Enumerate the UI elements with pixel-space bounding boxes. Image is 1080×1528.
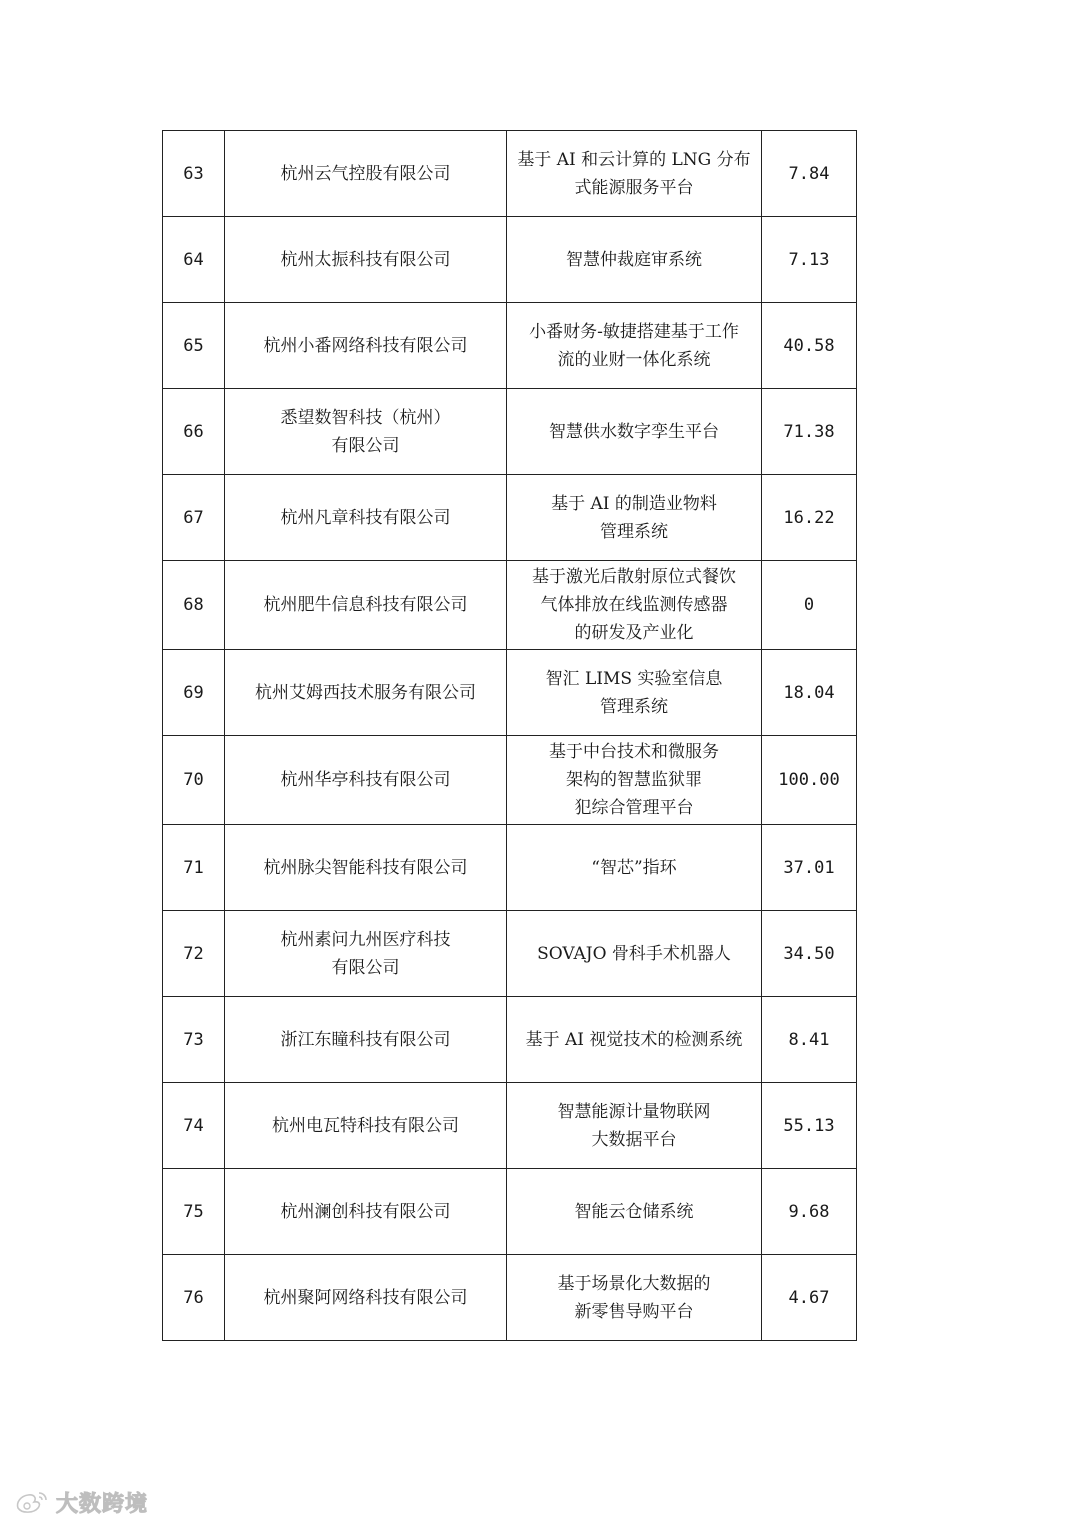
company-name: 悉望数智科技（杭州） 有限公司 — [225, 389, 507, 475]
project-name: 基于中台技术和微服务 架构的智慧监狱罪 犯综合管理平台 — [507, 736, 762, 825]
project-name: 基于场景化大数据的 新零售导购平台 — [507, 1255, 762, 1341]
company-name: 杭州云气控股有限公司 — [225, 131, 507, 217]
company-name: 杭州肥牛信息科技有限公司 — [225, 561, 507, 650]
table-row — [163, 131, 857, 217]
company-name: 杭州太振科技有限公司 — [225, 217, 507, 303]
table-row — [163, 1169, 857, 1255]
row-number: 76 — [163, 1255, 225, 1341]
table-row — [163, 1083, 857, 1169]
amount-value: 16.22 — [762, 475, 857, 561]
project-name: 智慧仲裁庭审系统 — [507, 217, 762, 303]
amount-value: 9.68 — [762, 1169, 857, 1255]
amount-value: 7.13 — [762, 217, 857, 303]
amount-value: 71.38 — [762, 389, 857, 475]
watermark — [12, 1487, 148, 1517]
company-name: 杭州脉尖智能科技有限公司 — [225, 825, 507, 911]
amount-value: 34.50 — [762, 911, 857, 997]
project-name: 基于 AI 视觉技术的检测系统 — [507, 997, 762, 1083]
amount-value: 37.01 — [762, 825, 857, 911]
table-row — [163, 389, 857, 475]
row-number: 71 — [163, 825, 225, 911]
amount-value: 7.84 — [762, 131, 857, 217]
company-name: 浙江东瞳科技有限公司 — [225, 997, 507, 1083]
amount-value: 55.13 — [762, 1083, 857, 1169]
amount-value: 18.04 — [762, 650, 857, 736]
project-name: 智慧供水数字孪生平台 — [507, 389, 762, 475]
company-name: 杭州艾姆西技术服务有限公司 — [225, 650, 507, 736]
table-row — [163, 1255, 857, 1341]
row-number: 66 — [163, 389, 225, 475]
company-name: 杭州小番网络科技有限公司 — [225, 303, 507, 389]
company-name: 杭州电瓦特科技有限公司 — [225, 1083, 507, 1169]
project-name: 基于 AI 和云计算的 LNG 分布 式能源服务平台 — [507, 131, 762, 217]
amount-value: 40.58 — [762, 303, 857, 389]
watermark-text: 大数跨境 — [56, 1491, 149, 1517]
row-number: 65 — [163, 303, 225, 389]
row-number: 64 — [163, 217, 225, 303]
project-name: 智能云仓储系统 — [507, 1169, 762, 1255]
company-name: 杭州素问九州医疗科技 有限公司 — [225, 911, 507, 997]
table-row — [163, 736, 857, 825]
project-name: SOVAJO 骨科手术机器人 — [507, 911, 762, 997]
row-number: 68 — [163, 561, 225, 650]
amount-value: 4.67 — [762, 1255, 857, 1341]
table-row — [163, 997, 857, 1083]
table-row — [163, 825, 857, 911]
amount-value: 0 — [762, 561, 857, 650]
table-row — [163, 911, 857, 997]
company-name: 杭州华亭科技有限公司 — [225, 736, 507, 825]
amount-value: 100.00 — [762, 736, 857, 825]
company-name: 杭州凡章科技有限公司 — [225, 475, 507, 561]
row-number: 67 — [163, 475, 225, 561]
table-row — [163, 561, 857, 650]
project-name: 智汇 LIMS 实验室信息 管理系统 — [507, 650, 762, 736]
table-row — [163, 650, 857, 736]
row-number: 73 — [163, 997, 225, 1083]
row-number: 72 — [163, 911, 225, 997]
table-row — [163, 217, 857, 303]
table-row — [163, 303, 857, 389]
project-name: 基于激光后散射原位式餐饮 气体排放在线监测传感器 的研发及产业化 — [507, 561, 762, 650]
row-number: 70 — [163, 736, 225, 825]
row-number: 63 — [163, 131, 225, 217]
table-row — [163, 475, 857, 561]
row-number: 75 — [163, 1169, 225, 1255]
project-name: 智慧能源计量物联网 大数据平台 — [507, 1083, 762, 1169]
project-name: 基于 AI 的制造业物料 管理系统 — [507, 475, 762, 561]
company-name: 杭州澜创科技有限公司 — [225, 1169, 507, 1255]
project-table — [162, 130, 857, 1341]
weibo-logo-icon — [12, 1489, 50, 1515]
project-name: 小番财务-敏捷搭建基于工作 流的业财一体化系统 — [507, 303, 762, 389]
project-name: “智芯”指环 — [507, 825, 762, 911]
amount-value: 8.41 — [762, 997, 857, 1083]
row-number: 69 — [163, 650, 225, 736]
table-body — [163, 131, 857, 1341]
row-number: 74 — [163, 1083, 225, 1169]
company-name: 杭州聚阿网络科技有限公司 — [225, 1255, 507, 1341]
